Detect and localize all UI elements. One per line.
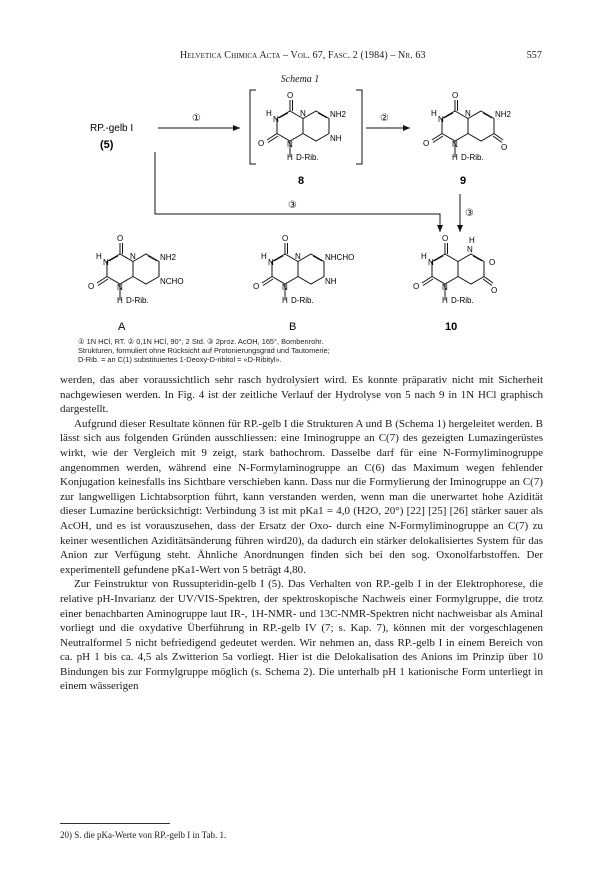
structure-9 <box>423 91 512 162</box>
svg-text:N: N <box>117 283 123 292</box>
start-compound-name: RP.-gelb I <box>90 123 134 134</box>
structure-A <box>88 234 184 305</box>
svg-text:N: N <box>295 252 301 261</box>
svg-text:N: N <box>287 140 293 149</box>
svg-text:N: N <box>428 258 434 267</box>
bracket-right <box>356 90 362 164</box>
structure-10 <box>413 234 497 305</box>
scheme-title: Schema 1 <box>280 74 320 85</box>
svg-text:D-Rib.: D-Rib. <box>291 296 314 305</box>
compound-10-number: 10 <box>445 321 458 333</box>
svg-text:NCHO: NCHO <box>160 277 184 286</box>
legend-line-conditions: ① 1N HCl, RT. ② 0,1N HCl, 90°, 2 Std. ③ 2proz. AcOH, 165°, Bombenrohr. <box>78 337 324 346</box>
svg-text:N: N <box>282 283 288 292</box>
svg-text:N: N <box>442 283 448 292</box>
svg-text:O: O <box>491 286 498 295</box>
step-2-label: ② <box>380 113 389 124</box>
svg-text:D-Rib.: D-Rib. <box>461 153 484 162</box>
reaction-scheme <box>60 84 540 334</box>
svg-text:N: N <box>467 245 473 254</box>
bracket-left <box>250 90 256 164</box>
svg-text:NH2: NH2 <box>330 110 347 119</box>
svg-text:O: O <box>117 234 124 243</box>
step-3-label: ③ <box>288 200 297 211</box>
svg-text:N: N <box>273 115 279 124</box>
svg-text:O: O <box>258 139 265 148</box>
svg-text:O: O <box>253 282 260 291</box>
footnote-divider <box>60 823 170 824</box>
footnote-text: S. die pKa-Werte von RP.-gelb I in Tab. 1. <box>74 830 227 840</box>
svg-text:O: O <box>413 282 420 291</box>
svg-text:H: H <box>431 109 437 118</box>
svg-text:H: H <box>469 236 475 245</box>
svg-text:H: H <box>421 252 427 261</box>
svg-text:NH2: NH2 <box>160 253 177 262</box>
svg-text:N: N <box>465 109 471 118</box>
svg-text:D-Rib.: D-Rib. <box>126 296 149 305</box>
arrow-step-3 <box>155 152 440 232</box>
start-compound-number: (5) <box>100 139 114 151</box>
svg-text:H: H <box>96 252 102 261</box>
svg-text:O: O <box>88 282 95 291</box>
footnote-number: 20) <box>60 830 72 840</box>
svg-text:H: H <box>266 109 272 118</box>
legend-line-note: Strukturen, formuliert ohne Rücksicht auf Protonierungsgrad und Tautomerie; <box>78 346 330 355</box>
svg-text:H: H <box>117 296 123 305</box>
compound-8-number: 8 <box>298 175 305 187</box>
running-header <box>180 50 542 64</box>
paragraph-3: Zur Feinstruktur von Russupteridin-gelb I (5). Das Verhalten von RP.-gelb I in der Elektrophorese, die relative pH-Invarianz der UV/VIS-Spektren, der spektroskopische Nachweis einer Formylgruppe, die trotz einer benachbarten Aminogruppe laut IR-, 1H-NMR- und 13C-NMR-Spektren nicht nachweisbar als Aminal vorliegt und die oxydative Überführung in RP.-gelb IV (7; s. Kap. 7), können mit der vorgeschlagenen Neutralformel 5 nicht befriedigend gedeutet werden. Wir nehmen an, dass RP.-gelb I in einem Bereich von ca. pH 1 bis ca. 4,5 als Zwitterion 5a vorliegt. Hier ist die Delokalisation des Anions im Prinzip über 10 Bindungen bis zur Formylgruppe möglich (s. Schema 2). Die unterhalb pH 1 kationische Form unterliegt in einem wässerigen <box>60 578 543 693</box>
body-text <box>60 373 543 694</box>
svg-text:D-Rib.: D-Rib. <box>296 153 319 162</box>
svg-text:H: H <box>282 296 288 305</box>
page-number: 557 <box>526 50 542 61</box>
scheme-legend <box>78 337 538 364</box>
svg-text:O: O <box>501 143 508 152</box>
svg-text:N: N <box>103 258 109 267</box>
svg-text:N: N <box>300 109 306 118</box>
svg-text:O: O <box>442 234 449 243</box>
svg-text:O: O <box>287 91 294 100</box>
svg-text:D-Rib.: D-Rib. <box>451 296 474 305</box>
svg-text:NH2: NH2 <box>495 110 512 119</box>
svg-text:N: N <box>438 115 444 124</box>
svg-text:O: O <box>423 139 430 148</box>
journal-citation: Helvetica Chimica Acta – Vol. 67, Fasc. 2 (1984) – Nr. 63 <box>180 50 426 61</box>
footnote <box>60 830 543 840</box>
paragraph-1: werden, das aber voraussichtlich sehr rasch hydrolysiert wird. Es konnte präparativ nicht mit Sicherheit nachgewiesen werden. In Fig. 4 ist der zeitliche Verlauf der Hydrolyse von 5 nach 9 in 1N HCl graphisch dargestellt. <box>60 374 543 416</box>
compound-9-number: 9 <box>460 175 467 187</box>
paragraph-2: Aufgrund dieser Resultate können für RP.-gelb I die Strukturen A und B (Schema 1) hergeleitet werden. B lässt sich aus folgenden Gründen ausschliessen: eine Iminogruppe an C(7) des gezeigten Lumazingerüstes wirkt, wie der Vergleich mit 9 zeigt, stark bathochrom. Dasselbe darf für eine N-Formyliminogruppe angenommen werden, während eine N-Formylaminogruppe an C(6) das Maximum wegen fehlender Konjugation keinesfalls ins Sichtbare verschieben kann. Dass nur die Formylierung der Iminogruppe an C(7) zur langwelligen Lichtabsorption führt, kann verstanden werden, wenn man die unerwartet hohe Azidität dieser Lumazine berücksichtigt: Verbindung 3 ist mit pKa1 = 4,0 (H2O, 20°) [22] [25] [26] stärker sauer als AcOH, und es ist vorauszusehen, dass der Ersatz der Oxo- durch eine N-Formyliminogruppe an C(7) zu keiner wesentlichen Aziditätsänderung führen wird20), da dadurch ein stärker delokalisiertes System für das Anion zur Verfügung steht. Ähnliche Anordnungen finden sich bei den sog. Oxonolfarbstoffen. Der experimentell gefundene pKa1-Wert von 5 beträgt 4,80. <box>60 417 543 576</box>
svg-text:H: H <box>452 153 458 162</box>
step-3-label-vertical: ③ <box>465 208 474 219</box>
svg-text:O: O <box>489 258 496 267</box>
structure-B-label: B <box>289 321 297 333</box>
svg-text:N: N <box>268 258 274 267</box>
svg-text:NH: NH <box>325 277 337 286</box>
svg-text:NH: NH <box>330 134 342 143</box>
structure-B <box>253 234 354 305</box>
svg-text:O: O <box>282 234 289 243</box>
svg-text:N: N <box>130 252 136 261</box>
svg-text:H: H <box>287 153 293 162</box>
svg-text:N: N <box>452 140 458 149</box>
svg-text:H: H <box>261 252 267 261</box>
structure-8 <box>258 91 347 162</box>
svg-text:O: O <box>452 91 459 100</box>
legend-line-abbreviation: D-Rib. = an C(1) substituiertes 1-Deoxy-D-ribitol = «D-Ribityl». <box>78 355 282 364</box>
svg-text:H: H <box>442 296 448 305</box>
structure-A-label: A <box>118 321 126 333</box>
step-1-label: ① <box>192 113 201 124</box>
svg-text:NHCHO: NHCHO <box>325 253 355 262</box>
